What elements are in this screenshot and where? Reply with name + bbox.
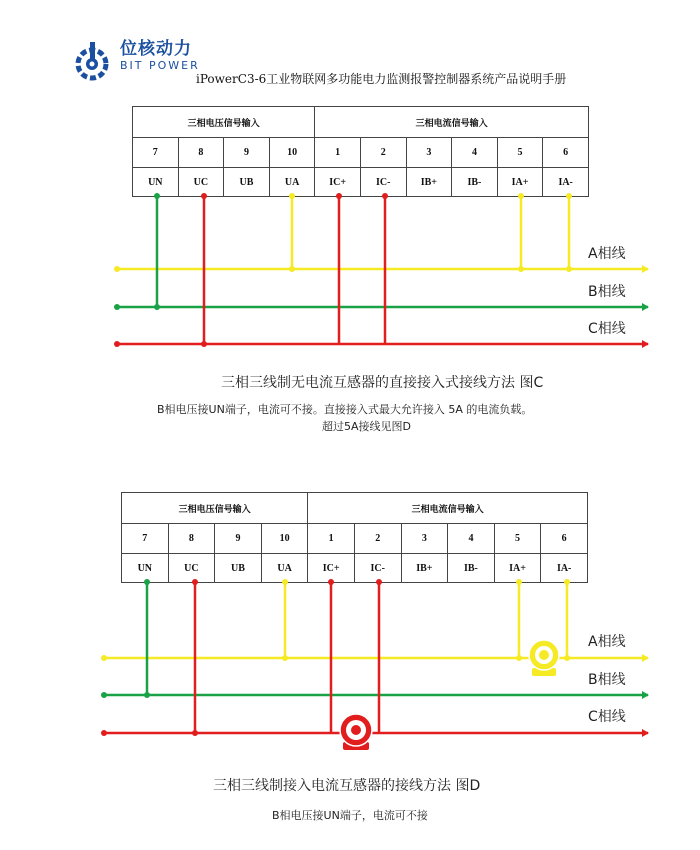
terminal-label: IA-: [541, 554, 588, 583]
terminal-label: IC-: [360, 168, 406, 197]
figure-c-note-2: 超过5A接线见图D: [322, 420, 411, 433]
terminal-number: 2: [360, 138, 406, 168]
c-phase-label: C相线: [588, 321, 626, 337]
terminal-number: 10: [269, 138, 315, 168]
manual-title: iPowerC3-6工业物联网多功能电力监测报警控制器系统产品说明手册: [196, 72, 567, 86]
terminal-label: UN: [133, 168, 179, 197]
terminal-label: IB-: [448, 554, 495, 583]
terminal-number: 8: [168, 524, 215, 554]
figure-d-wiring: [101, 579, 648, 750]
terminal-number: 8: [178, 138, 224, 168]
terminal-number: 6: [541, 524, 588, 554]
terminal-label: IA-: [543, 168, 589, 197]
terminal-label: UN: [122, 554, 169, 583]
terminal-label: IC+: [308, 554, 355, 583]
figure-d-caption: 三相三线制接入电流互感器的接线方法 图D: [213, 778, 481, 794]
terminal-label: UC: [168, 554, 215, 583]
c-phase-label: C相线: [588, 709, 626, 725]
terminal-number: 7: [122, 524, 169, 554]
b-phase-label: B相线: [588, 284, 626, 300]
terminal-label: IB+: [406, 168, 452, 197]
logo-en-text: BIT POWER: [120, 59, 200, 72]
terminal-number: 1: [315, 138, 361, 168]
voltage-group-header: 三相电压信号输入: [122, 493, 308, 524]
terminal-label: UA: [261, 554, 308, 583]
terminal-number: 4: [448, 524, 495, 554]
figure-c-caption: 三相三线制无电流互感器的直接接入式接线方法 图C: [221, 375, 544, 391]
voltage-group-header: 三相电压信号输入: [133, 107, 315, 138]
terminal-number: 5: [494, 524, 541, 554]
terminal-number: 3: [406, 138, 452, 168]
figure-c-note-1: B相电压接UN端子，电流可不接。直接接入式最大允许接入 5A 的电流负载。: [157, 403, 533, 416]
terminal-label: IB-: [452, 168, 498, 197]
terminal-label: IC+: [315, 168, 361, 197]
terminal-label: IA+: [494, 554, 541, 583]
current-group-header: 三相电流信号输入: [308, 493, 588, 524]
a-phase-label: A相线: [588, 246, 626, 262]
terminal-number: 3: [401, 524, 448, 554]
b-phase-label: B相线: [588, 672, 626, 688]
figure-c-wiring: [114, 193, 648, 347]
terminal-number: 7: [133, 138, 179, 168]
terminal-label: IB+: [401, 554, 448, 583]
terminal-number: 6: [543, 138, 589, 168]
terminal-number: 2: [354, 524, 401, 554]
current-transformer-a-icon: [529, 640, 559, 676]
a-phase-label: A相线: [588, 634, 626, 650]
terminal-label: UB: [224, 168, 270, 197]
logo-cn-text: 位核动力: [120, 39, 192, 59]
terminal-number: 4: [452, 138, 498, 168]
terminal-number: 9: [215, 524, 262, 554]
figure-d-note-1: B相电压接UN端子，电流可不接: [272, 809, 428, 822]
terminal-number: 1: [308, 524, 355, 554]
terminal-number: 10: [261, 524, 308, 554]
current-group-header: 三相电流信号输入: [315, 107, 589, 138]
terminal-label: UA: [269, 168, 315, 197]
terminal-label: UB: [215, 554, 262, 583]
terminal-label: IC-: [354, 554, 401, 583]
current-transformer-c-icon: [340, 714, 372, 750]
terminal-number: 5: [497, 138, 543, 168]
terminal-number: 9: [224, 138, 270, 168]
terminal-label: UC: [178, 168, 224, 197]
terminal-label: IA+: [497, 168, 543, 197]
